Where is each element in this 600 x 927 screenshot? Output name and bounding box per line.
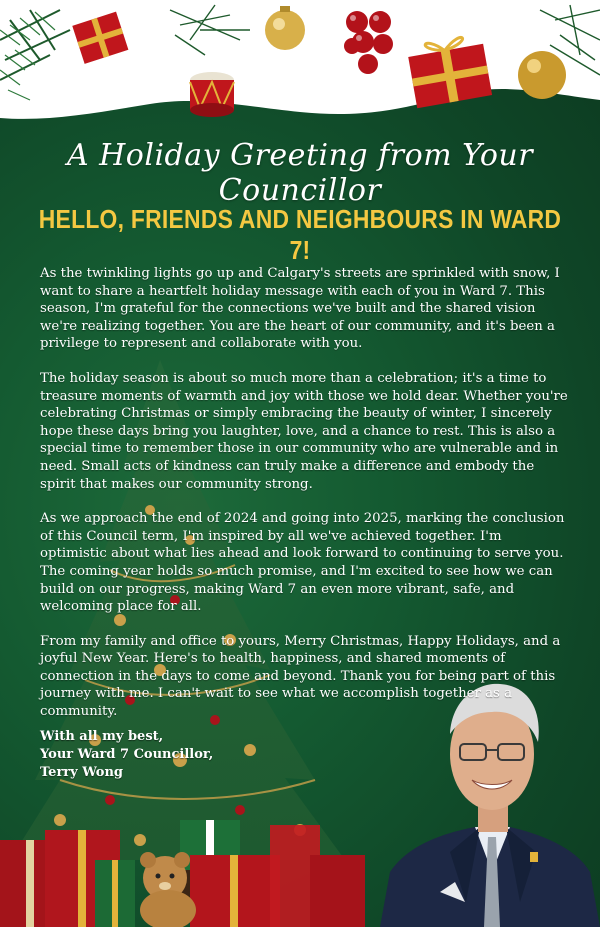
ornaments-garland [0, 0, 600, 130]
greeting-headline: HELLO, FRIENDS AND NEIGHBOURS IN WARD 7! [38, 204, 562, 265]
signoff-block [40, 728, 213, 782]
pine-branch-left [0, 10, 70, 80]
signoff-name: Terry Wong [40, 765, 123, 780]
gold-ornament-icon [265, 10, 305, 50]
signoff-role: Your Ward 7 Councillor, [40, 747, 214, 762]
gift-box-icon [406, 34, 492, 108]
letter-paragraph: As we approach the end of 2024 and going into 2025, marking the conclusion of this Council term, I'm inspired by all we've achieved together. I'm optimistic about what lies ahead and look forward to continuing to serve you. The coming year holds so much promise, and I'm excited to see how we can build on our progress, making Ward 7 an even more vibrant, safe, and welcoming place for all. [40, 511, 565, 615]
letter-body [40, 265, 570, 738]
teddy-bear-icon [140, 852, 196, 927]
signoff-closing: With all my best, [40, 729, 164, 744]
letter-paragraph: The holiday season is about so much more than a celebration; it's a time to treasure moments of warmth and joy with those we hold dear. Whether you're celebrating Christmas or simply embracing the beauty of winter, I sincerely hope these days bring you laughter, love, and a chance to rest. This is also a special time to remember those in our community who are vulnerable and in need. Small acts of kindness can truly make a difference and embody the spirit that makes our community strong. [40, 370, 568, 492]
gift-pile-illustration [0, 800, 380, 927]
letter-paragraph: From my family and office to yours, Merry Christmas, Happy Holidays, and a joyful New Year. Here's to health, happiness, and shared moments of connection in the days to come and beyond. Thank you for being part of this journey with me. I can't wait to see what we accomplish together as a community. [40, 633, 561, 720]
greeting-title: A Holiday Greeting from Your Councillor [66, 138, 534, 208]
letter-paragraph: As the twinkling lights go up and Calgary's streets are sprinkled with snow, I want to share a heartfelt holiday message with each of you in Ward 7. This season, I'm grateful for the connections we've built and the shared vision we're realizing together. You are the heart of our community, and it's been a privilege to represent and collaborate with you. [40, 266, 560, 352]
toy-drum-icon [190, 72, 234, 117]
gift-box-icon [72, 12, 128, 64]
gold-ornament-icon [518, 51, 566, 99]
pine-branch-center [170, 5, 250, 55]
